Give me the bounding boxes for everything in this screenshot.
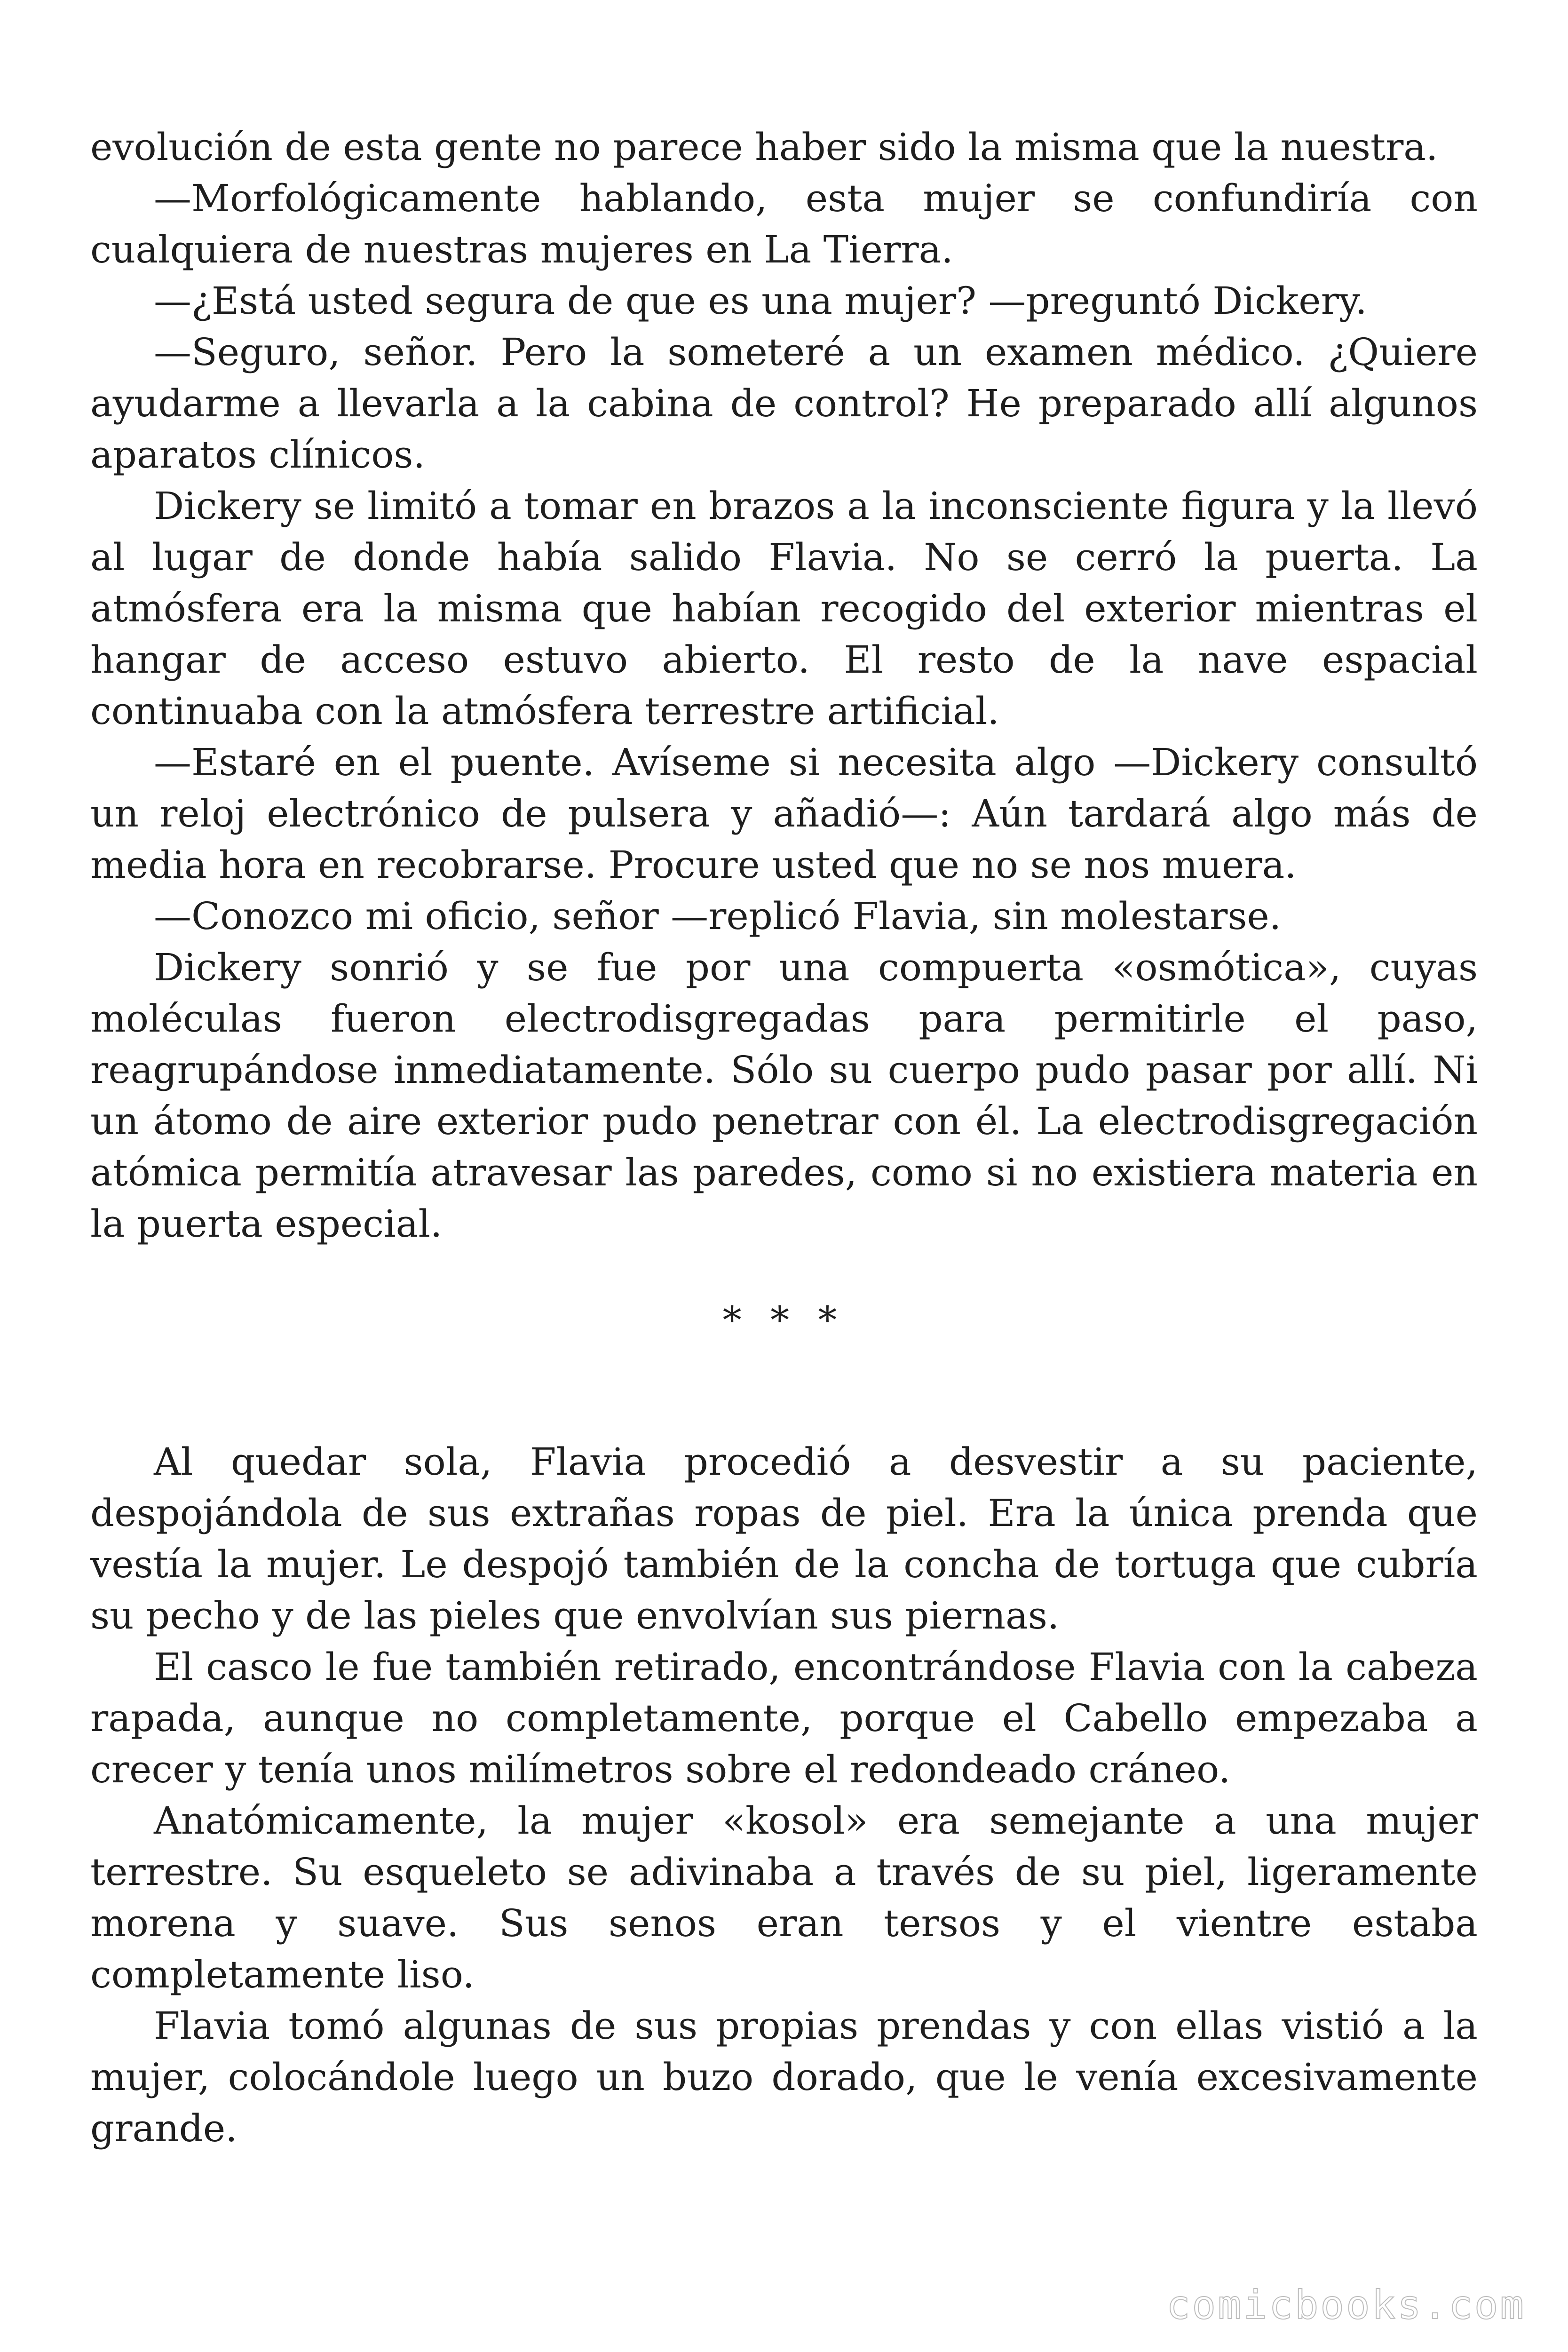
paragraph: —Conozco mi oficio, señor —replicó Flavia, sin molestarse. bbox=[154, 894, 1282, 938]
paragraph: Anatómicamente, la mujer «kosol» era semejante a una mujer terrestre. Su esqueleto se adivinaba a través de su piel, ligeramente morena y suave. Sus senos eran tersos y el vientre estaba completamente liso. bbox=[90, 1799, 1478, 1996]
paragraph-continuation: evolución de esta gente no parece haber sido la misma que la nuestra. bbox=[90, 125, 1438, 169]
paragraph: —¿Está usted segura de que es una mujer? —preguntó Dickery. bbox=[154, 279, 1367, 323]
paragraph: —Estaré en el puente. Avíseme si necesita algo —Dickery consultó un reloj electrónico de pulsera y añadió—: Aún tardará algo más de media hora en recobrarse. Procure usted que no se nos muera. bbox=[90, 740, 1478, 887]
paragraph: El casco le fue también retirado, encontrándose Flavia con la cabeza rapada, aunque no completamente, porque el Cabello empezaba a crecer y tenía unos milímetros sobre el redondeado cráneo. bbox=[90, 1645, 1478, 1791]
paragraph: —Morfológicamente hablando, esta mujer se confundiría con cualquiera de nuestras mujeres en La Tierra. bbox=[90, 176, 1478, 271]
body-text bbox=[90, 121, 1478, 2154]
paragraph: —Seguro, señor. Pero la someteré a un examen médico. ¿Quiere ayudarme a llevarla a la cabina de control? He preparado allí algunos aparatos clínicos. bbox=[90, 330, 1478, 477]
paragraph: Dickery se limitó a tomar en brazos a la inconsciente figura y la llevó al lugar de donde había salido Flavia. No se cerró la puerta. La atmósfera era la misma que habían recogido del exterior mientras el hangar de acceso estuvo abierto. El resto de la nave espacial continuaba con la atmósfera terrestre artificial. bbox=[90, 484, 1478, 733]
paragraph: Dickery sonrió y se fue por una compuerta «osmótica», cuyas moléculas fueron electrodisgregadas para permitirle el paso, reagrupándose inmediatamente. Sólo su cuerpo pudo pasar por allí. Ni un átomo de aire exterior pudo penetrar con él. La electrodisgregación atómica permitía atravesar las paredes, como si no existiera materia en la puerta especial. bbox=[90, 946, 1478, 1246]
section-separator: * * * bbox=[722, 1298, 846, 1342]
paragraph: Flavia tomó algunas de sus propias prendas y con ellas vistió a la mujer, colocándole luego un buzo dorado, que le venía excesivamente grande. bbox=[90, 2004, 1478, 2150]
watermark: comicbooks.com bbox=[1166, 2282, 1526, 2328]
paragraph: Al quedar sola, Flavia procedió a desvestir a su paciente, despojándola de sus extrañas ropas de piel. Era la única prenda que vestía la mujer. Le despojó también de la concha de tortuga que cubría su pecho y de las pieles que envolvían sus piernas. bbox=[90, 1440, 1478, 1637]
